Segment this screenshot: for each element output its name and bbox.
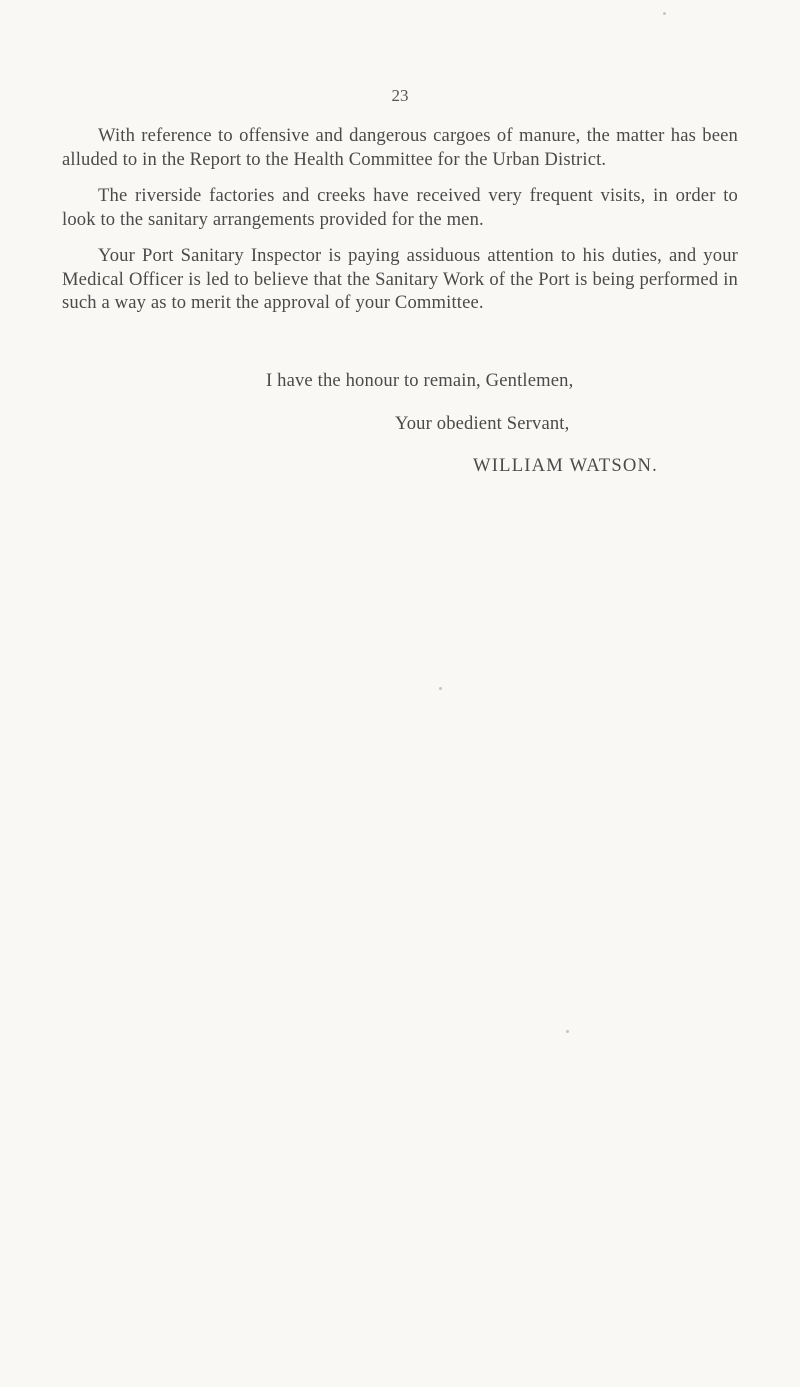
paragraph-sanitary-inspector: Your Port Sanitary Inspector is paying assiduous attention to his duties, and your Medical Officer is led to believe that the Sanitary Work of the Port is being performed in such a way as to merit the approval of your Committee.	[62, 245, 738, 313]
closing-salutation: I have the honour to remain, Gentlemen,	[266, 370, 574, 391]
paragraph-riverside-factories: The riverside factories and creeks have received very frequent visits, in order to look to the sanitary arrangements provided for the men.	[62, 185, 738, 230]
report-body	[62, 124, 738, 328]
paper-speck	[439, 687, 442, 690]
paper-speck	[566, 1030, 569, 1033]
page-number: 23	[391, 86, 409, 105]
paper-speck	[663, 12, 666, 15]
paragraph-cargoes: With reference to offensive and dangerous cargoes of manure, the matter has been alluded to in the Report to the Health Committee for the Urban District.	[62, 125, 738, 170]
closing-valediction: Your obedient Servant,	[395, 413, 570, 434]
signature: WILLIAM WATSON.	[473, 455, 658, 476]
